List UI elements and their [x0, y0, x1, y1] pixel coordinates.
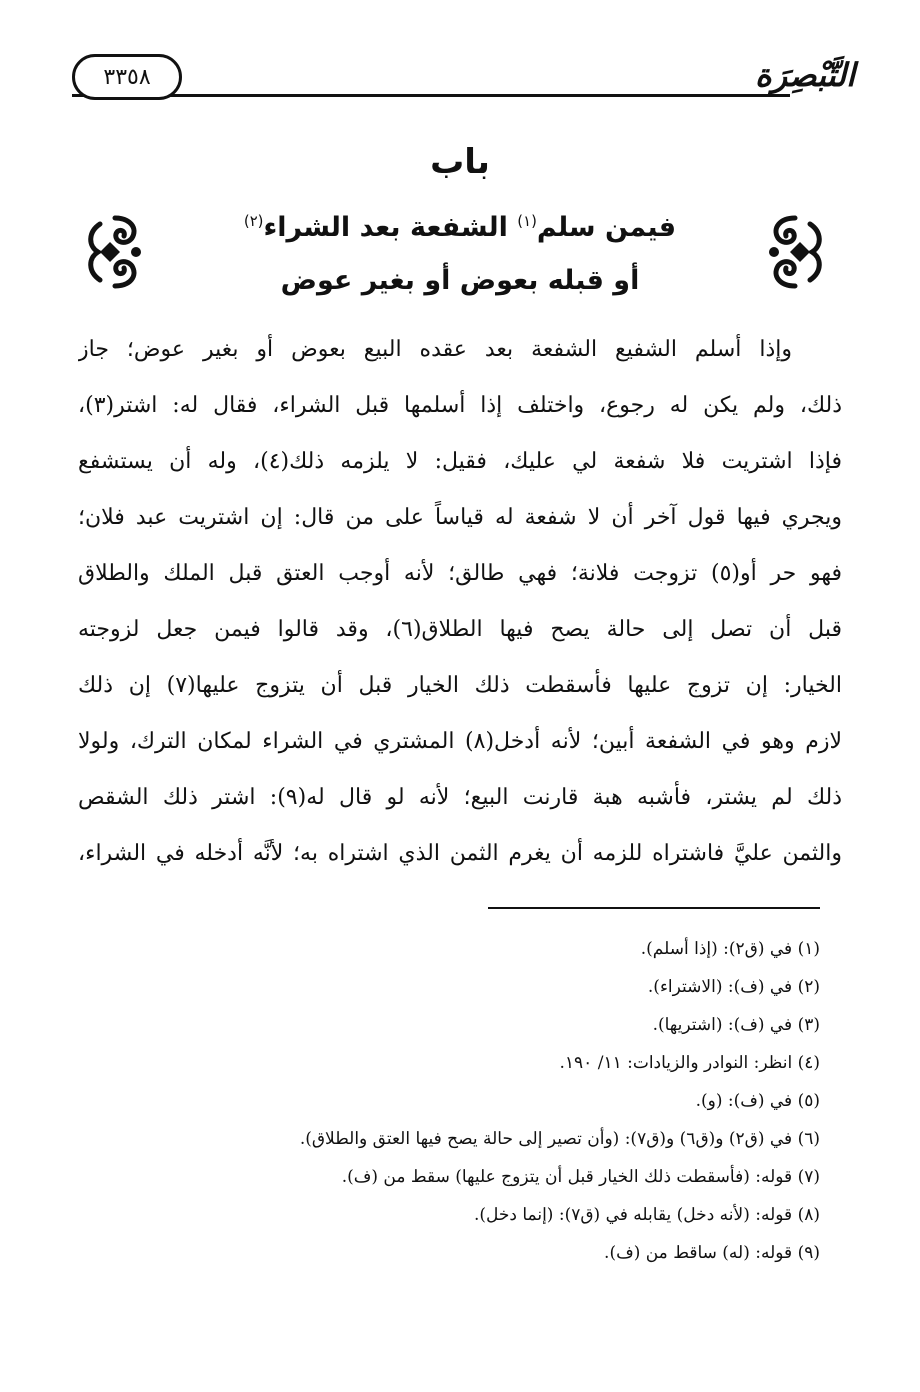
ornament-right-icon — [760, 210, 830, 294]
text-line: ذلك لم يشتر، فأشبه هبة قارنت البيع؛ لأنه لو قال له(٩): اشتر ذلك الشقص — [78, 785, 842, 810]
footnote-item: (٢) في (ف): (الاشتراء). — [647, 977, 820, 997]
footnote-item: (٣) في (ف): (اشتريها). — [652, 1015, 820, 1035]
chapter-label: باب — [430, 142, 490, 182]
text-line: ويجري فيها قول آخر أن لا شفعة له قياساً على من قال: إن اشتريت عبد فلان؛ — [78, 505, 842, 530]
chapter-title-line-1 — [170, 212, 750, 243]
ornament-left-icon — [80, 210, 150, 294]
footnote-item: (٩) قوله: (له) ساقط من (ف). — [604, 1243, 820, 1263]
text-line: قبل أن تصل إلى حالة يصح فيها الطلاق(٦)، وقد قالوا فيمن جعل لزوجته — [78, 617, 842, 642]
text-line: لازم وهو في الشفعة أبين؛ لأنه أدخل(٨) المشتري في الشراء لمكان الترك، ولولا — [78, 729, 842, 754]
footnote-item: (٧) قوله: (فأسقطت ذلك الخيار قبل أن يتزوج عليها) سقط من (ف). — [341, 1167, 820, 1187]
footnote-separator — [488, 907, 820, 909]
running-header — [60, 48, 860, 114]
chapter-title-part-2: الشفعة بعد الشراء — [263, 212, 518, 243]
footnotes — [90, 930, 820, 1272]
main-text — [78, 326, 842, 886]
footnote-item: (٨) قوله: (لأنه دخل) يقابله في (ق٧): (إنما دخل). — [473, 1205, 820, 1225]
text-line: الخيار: إن تزوج عليها فأسقطت ذلك الخيار قبل أن يتزوج عليها(٧) إن ذلك — [78, 673, 842, 698]
text-line: فهو حر أو(٥) تزوجت فلانة؛ فهي طالق؛ لأنه أوجب العتق قبل الملك والطلاق — [78, 561, 842, 586]
footnote-item: (١) في (ق٢): (إذا أسلم). — [640, 939, 820, 959]
footnote-ref-2: (٢) — [243, 212, 264, 230]
footnote-item: (٥) في (ف): (و). — [695, 1091, 820, 1111]
footnote-item: (٦) في (ق٢) و(ق٦) و(ق٧): (وأن تصير إلى حالة يصح فيها العتق والطلاق). — [299, 1129, 820, 1149]
text-line: فإذا اشتريت فلا شفعة لي عليك، فقيل: لا يلزمه ذلك(٤)، وله أن يستشفع — [78, 449, 842, 474]
footnote-item: (٤) انظر: النوادر والزيادات: ١١/ ١٩٠. — [559, 1053, 820, 1073]
text-line: والثمن عليَّ فاشتراه للزمه أن يغرم الثمن الذي اشتراه به؛ لأنَّه أدخله في الشراء، — [78, 841, 842, 866]
book-title: التَّبْصِرَة — [754, 56, 856, 94]
chapter-title-part-1: فيمن سلم — [536, 212, 677, 243]
header-rule — [72, 94, 790, 97]
text-line: وإذا أسلم الشفيع الشفعة بعد عقده البيع بعوض أو بغير عوض؛ جاز — [78, 337, 792, 362]
page-number: ٣٣٥٨ — [72, 54, 182, 100]
footnote-ref-1: (١) — [517, 212, 537, 230]
text-line: ذلك، ولم يكن له رجوع، واختلف إذا أسلمها قبل الشراء، فقال له: اشتر(٣)، — [78, 393, 842, 418]
chapter-title-line-2: أو قبله بعوض أو بغير عوض — [280, 265, 640, 296]
